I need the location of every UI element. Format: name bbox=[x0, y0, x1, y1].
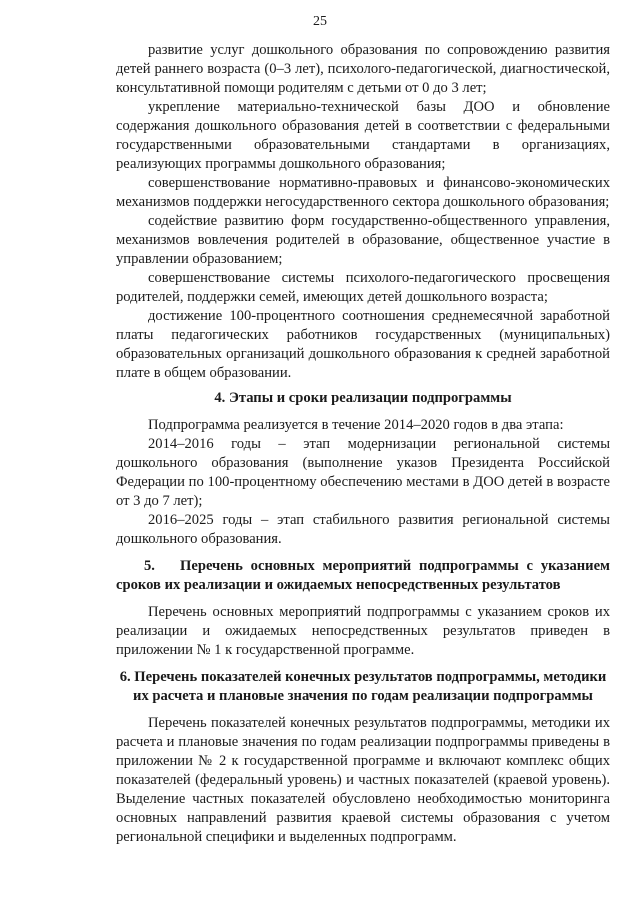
paragraph: достижение 100-процентного соотношения среднемесячной заработной платы педагогических работников государственных (муниципальных) образовательных организаций дошкольного образования к средней заработной плате в общем образовании. bbox=[116, 308, 610, 381]
page-content bbox=[116, 41, 610, 847]
section-5-title: Перечень основных мероприятий подпрограммы с указанием сроков их реализации и ожидаемых непосредственных результатов bbox=[116, 558, 610, 593]
paragraph: 2014–2016 годы – этап модернизации региональной системы дошкольного образования (выполнение указов Президента Российской Федерации по 100-процентному обеспечению местами в ДОО детей в возрасте от 3 до 7 лет); bbox=[116, 436, 610, 509]
paragraph: Перечень показателей конечных результатов подпрограммы, методики их расчета и плановые значения по годам реализации подпрограммы приведены в приложении № 2 к государственной программе и включают комплекс общих показателей (федеральный уровень) и частных показателей (краевой уровень). Выделение частных показателей обусловлено необходимостью мониторинга основных направлений развития краевой системы образования с учетом региональной специфики и выделенных подпрограмм. bbox=[116, 715, 610, 845]
paragraph: совершенствование системы психолого-педагогического просвещения родителей, поддержки семей, имеющих детей дошкольного возраста; bbox=[116, 270, 610, 305]
paragraph: совершенствование нормативно-правовых и финансово-экономических механизмов поддержки негосударственного сектора дошкольного образования; bbox=[116, 175, 610, 210]
paragraph: Перечень основных мероприятий подпрограммы с указанием сроков их реализации и ожидаемых непосредственных результатов приведен в приложении № 1 к государственной программе. bbox=[116, 604, 610, 658]
paragraph: содействие развитию форм государственно-общественного управления, механизмов вовлечения родителей в образование, общественное участие в управлении образованием; bbox=[116, 213, 610, 267]
paragraph: укрепление материально-технической базы ДОО и обновление содержания дошкольного образования детей в соответствии с федеральными государственными образовательными стандартами в организациях, реализующих программы дошкольного образования; bbox=[116, 99, 610, 172]
section-4-heading: 4. Этапы и сроки реализации подпрограммы bbox=[214, 390, 512, 406]
page-number: 25 bbox=[313, 14, 327, 29]
paragraph: Подпрограмма реализуется в течение 2014–2020 годов в два этапа: bbox=[148, 417, 564, 433]
section-5-heading bbox=[116, 557, 610, 595]
section-5-number: 5. bbox=[144, 558, 155, 574]
paragraph: развитие услуг дошкольного образования по сопровождению развития детей раннего возраста (0–3 лет), психолого-педагогической, диагностической, консультативной помощи родителям с детьми от 0 до 3 лет; bbox=[116, 42, 610, 96]
section-6-heading: 6. Перечень показателей конечных результатов подпрограммы, методики их расчета и плановые значения по годам реализации подпрограммы bbox=[119, 669, 607, 704]
paragraph: 2016–2025 годы – этап стабильного развития региональной системы дошкольного образования. bbox=[116, 512, 610, 547]
